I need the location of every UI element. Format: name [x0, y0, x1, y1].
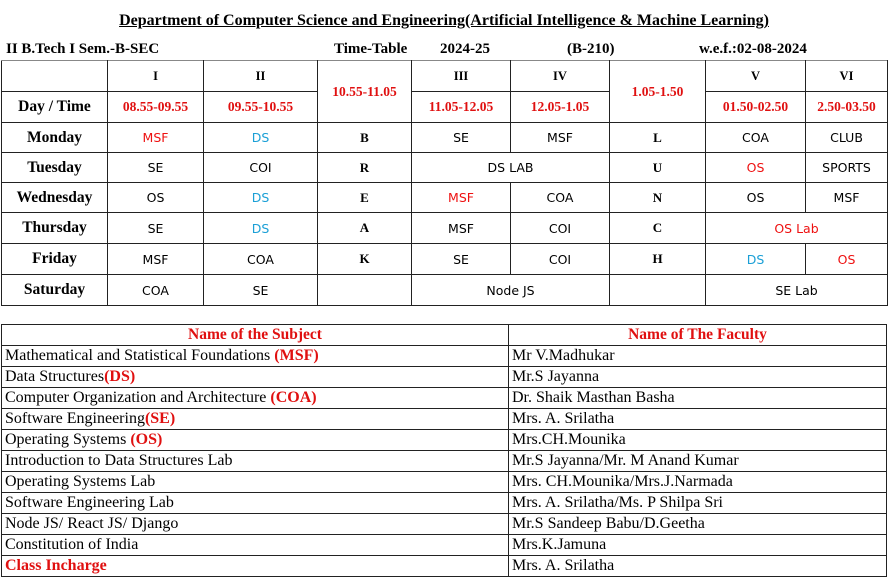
period-time: 01.50-02.50: [706, 92, 806, 123]
subject-abbr: (COA): [270, 389, 317, 406]
subtitle-row: [0, 38, 888, 60]
slot-cell: SE: [108, 213, 204, 244]
faculty-name: Mr.S Jayanna: [509, 367, 887, 388]
faculty-name: Mrs. A. Srilatha: [509, 409, 887, 430]
day-row-thursday: [2, 213, 888, 244]
period-number: I: [108, 61, 204, 92]
day-label: Wednesday: [2, 183, 108, 213]
subject-name: Mathematical and Statistical Foundations: [5, 347, 275, 364]
slot-cell: COA: [511, 183, 610, 213]
subject-abbr: (OS): [130, 431, 163, 448]
slot-cell: MSF: [108, 244, 204, 275]
subject-name: Data Structures: [5, 368, 105, 385]
subject-header: Name of the Subject: [2, 325, 509, 346]
slot-cell: COA: [108, 275, 204, 306]
subject-abbr: (SE): [144, 410, 176, 427]
day-row-monday: [2, 123, 888, 153]
slot-cell: SE: [108, 153, 204, 183]
lunch-letter: N: [610, 183, 706, 213]
day-row-wednesday: [2, 183, 888, 213]
lab-slot-cell: Node JS: [412, 275, 610, 306]
subject-abbr: (DS): [104, 368, 136, 385]
subject-row: [2, 388, 887, 409]
day-time-label: Day / Time: [2, 92, 108, 123]
faculty-name: Dr. Shaik Masthan Basha: [509, 388, 887, 409]
faculty-name: Mr.S Jayanna/Mr. M Anand Kumar: [509, 451, 887, 472]
faculty-name: Mr V.Madhukar: [509, 346, 887, 367]
lunch-letter: H: [610, 244, 706, 275]
slot-cell: DS: [706, 244, 806, 275]
period-time: 12.05-1.05: [511, 92, 610, 123]
class-label: II B.Tech I Sem.-B-SEC: [6, 41, 160, 57]
slot-cell: MSF: [108, 123, 204, 153]
subject-name: Node JS/ React JS/ Django: [2, 514, 509, 535]
period-number: III: [412, 61, 511, 92]
break-letter: R: [318, 153, 412, 183]
break-letter: A: [318, 213, 412, 244]
lab-slot-cell: OS Lab: [706, 213, 888, 244]
lunch-letter: C: [610, 213, 706, 244]
slot-cell: DS: [204, 213, 318, 244]
subject-header-row: [2, 325, 887, 346]
faculty-name: Mrs.CH.Mounika: [509, 430, 887, 451]
faculty-name: Mrs. CH.Mounika/Mrs.J.Narmada: [509, 472, 887, 493]
period-number: V: [706, 61, 806, 92]
day-row-tuesday: [2, 153, 888, 183]
day-label: Friday: [2, 244, 108, 275]
lab-slot-cell: SE Lab: [706, 275, 888, 306]
slot-cell: MSF: [806, 183, 888, 213]
empty-lunch-cell: [610, 275, 706, 306]
faculty-name: Mrs. A. Srilatha/Ms. P Shilpa Sri: [509, 493, 887, 514]
subject-row: [2, 535, 887, 556]
slot-cell: SPORTS: [806, 153, 888, 183]
subject-name: Operating Systems: [5, 431, 131, 448]
break-letter: E: [318, 183, 412, 213]
period-time-row: [2, 92, 888, 123]
effective-date: w.e.f.:02-08-2024: [699, 41, 807, 57]
slot-cell: SE: [204, 275, 318, 306]
period-time: 09.55-10.55: [204, 92, 318, 123]
slot-cell: DS: [204, 123, 318, 153]
slot-cell: COA: [706, 123, 806, 153]
subject-abbr: (MSF): [274, 347, 319, 364]
day-label: Tuesday: [2, 153, 108, 183]
slot-cell: DS: [204, 183, 318, 213]
subject-name: Software Engineering: [5, 410, 145, 427]
period-number-row: [2, 61, 888, 92]
subject-row: [2, 493, 887, 514]
subject-name: Constitution of India: [2, 535, 509, 556]
period-number: IV: [511, 61, 610, 92]
period-number: II: [204, 61, 318, 92]
subject-row: [2, 409, 887, 430]
slot-cell: MSF: [511, 123, 610, 153]
slot-cell: OS: [108, 183, 204, 213]
slot-cell: MSF: [412, 183, 511, 213]
slot-cell: OS: [806, 244, 888, 275]
slot-cell: COI: [511, 244, 610, 275]
day-label: Monday: [2, 123, 108, 153]
period-number: VI: [806, 61, 888, 92]
subject-name: Software Engineering Lab: [2, 493, 509, 514]
room-number: (B-210): [567, 41, 615, 57]
subject-row: [2, 472, 887, 493]
lunch-time: 1.05-1.50: [610, 61, 706, 123]
slot-cell: COI: [511, 213, 610, 244]
break-time: 10.55-11.05: [318, 61, 412, 123]
timetable-grid: [1, 60, 888, 306]
slot-cell: CLUB: [806, 123, 888, 153]
period-time: 2.50-03.50: [806, 92, 888, 123]
timetable-label: Time-Table: [334, 41, 408, 57]
subject-row: [2, 430, 887, 451]
corner-cell: [2, 61, 108, 92]
period-time: 08.55-09.55: [108, 92, 204, 123]
break-letter: K: [318, 244, 412, 275]
subject-name: Introduction to Data Structures Lab: [2, 451, 509, 472]
lab-slot-cell: DS LAB: [412, 153, 610, 183]
class-incharge-label: Class Incharge: [2, 556, 509, 577]
lunch-letter: U: [610, 153, 706, 183]
subject-name: Operating Systems Lab: [2, 472, 509, 493]
slot-cell: SE: [412, 123, 511, 153]
slot-cell: COI: [204, 153, 318, 183]
academic-year: 2024-25: [440, 41, 490, 57]
day-label: Thursday: [2, 213, 108, 244]
empty-break-cell: [318, 275, 412, 306]
slot-cell: SE: [412, 244, 511, 275]
day-row-saturday: [2, 275, 888, 306]
break-letter: B: [318, 123, 412, 153]
subject-row: [2, 514, 887, 535]
faculty-name: Mr.S Sandeep Babu/D.Geetha: [509, 514, 887, 535]
slot-cell: OS: [706, 183, 806, 213]
day-row-friday: [2, 244, 888, 275]
slot-cell: OS: [706, 153, 806, 183]
subject-row: [2, 346, 887, 367]
slot-cell: COA: [204, 244, 318, 275]
class-incharge-row: [2, 556, 887, 577]
period-time: 11.05-12.05: [412, 92, 511, 123]
slot-cell: MSF: [412, 213, 511, 244]
day-label: Saturday: [2, 275, 108, 306]
subject-name: Computer Organization and Architecture: [5, 389, 271, 406]
document-title: Department of Computer Science and Engineering(Artificial Intelligence & Machine Learning): [119, 12, 769, 29]
subject-faculty-table: [1, 324, 887, 577]
subject-row: [2, 451, 887, 472]
faculty-header: Name of The Faculty: [509, 325, 887, 346]
faculty-name: Mrs.K.Jamuna: [509, 535, 887, 556]
class-incharge-name: Mrs. A. Srilatha: [509, 556, 887, 577]
lunch-letter: L: [610, 123, 706, 153]
subject-row: [2, 367, 887, 388]
